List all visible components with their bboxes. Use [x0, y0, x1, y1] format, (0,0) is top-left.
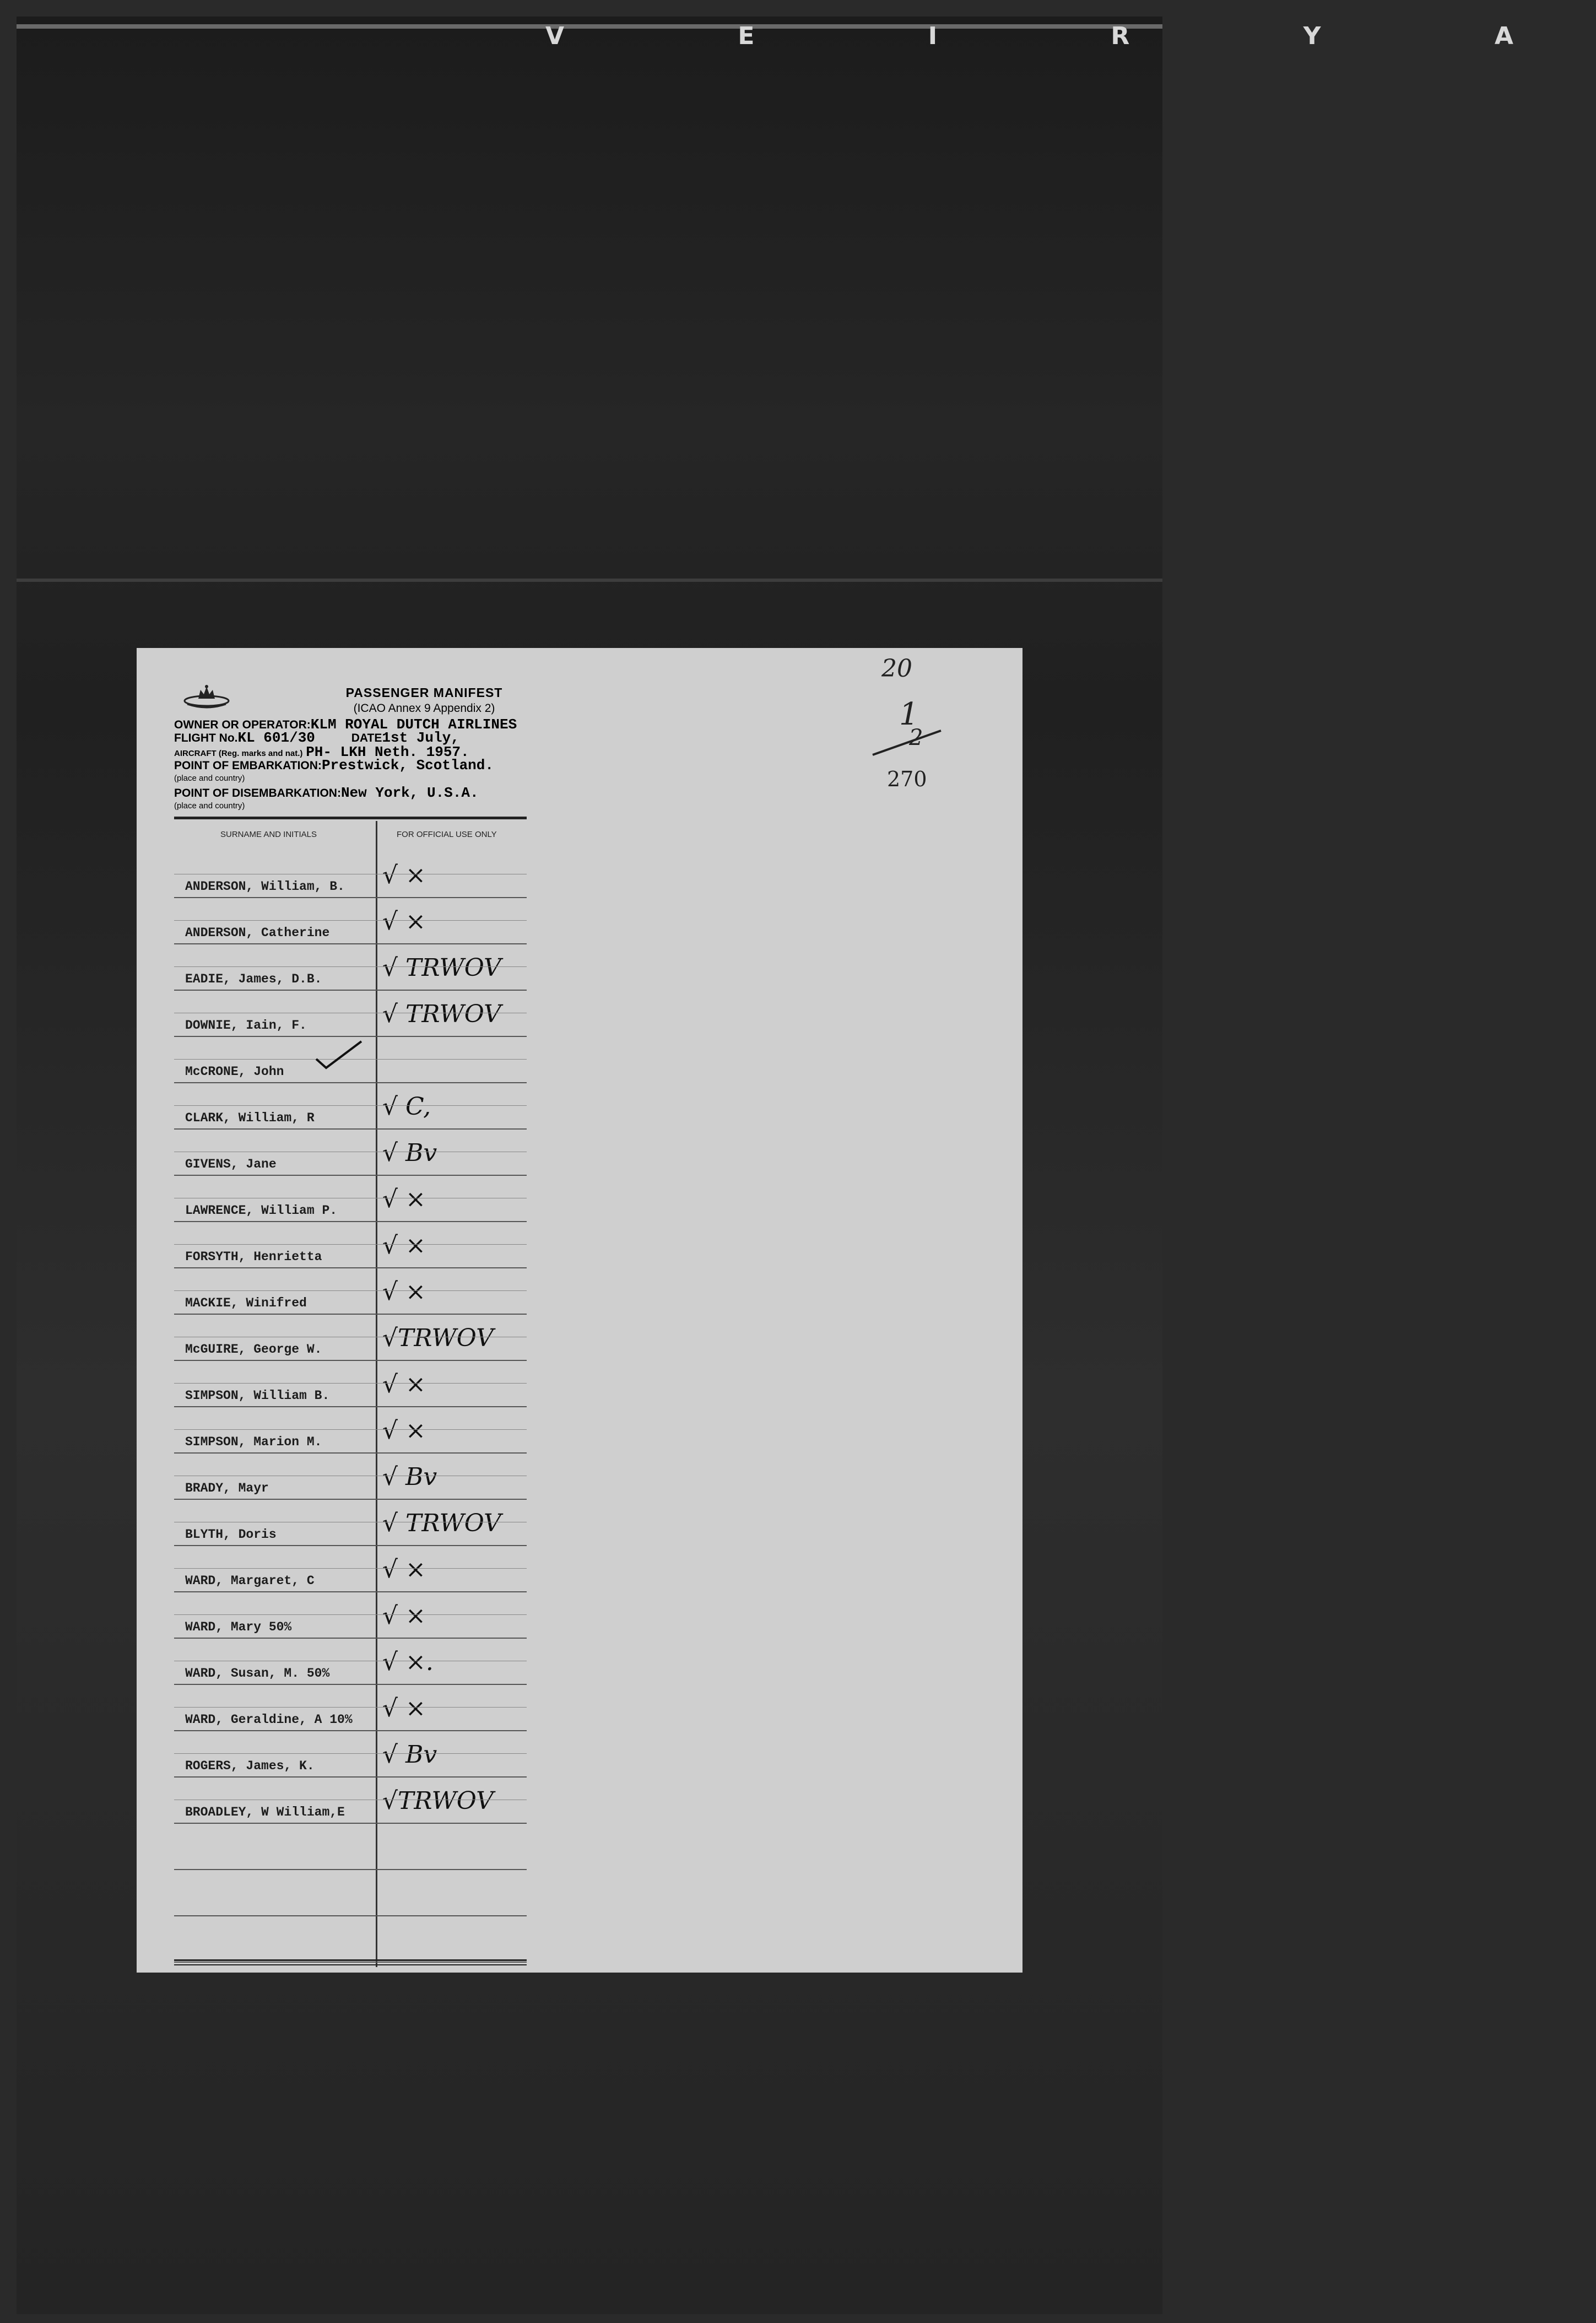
passenger-name: SIMPSON, Marion M.	[185, 1435, 322, 1449]
passenger-name: BRADY, Mayr	[185, 1481, 269, 1495]
flight-label: FLIGHT No.	[174, 732, 238, 744]
official-mark: √ TRWOV	[382, 1509, 501, 1537]
flight-value: KL 601/30	[237, 730, 315, 746]
owner-value: KLM ROYAL DUTCH AIRLINES	[310, 716, 517, 733]
embark-note: (place and country)	[174, 774, 245, 783]
official-mark: √ TRWOV	[382, 954, 501, 982]
passenger-name: BROADLEY, W William,E	[185, 1805, 345, 1819]
row-guide-line	[174, 1429, 527, 1430]
official-mark: √ ×	[382, 1185, 426, 1213]
official-mark: √ ×	[382, 907, 426, 936]
row-guide-line	[174, 1244, 527, 1245]
official-mark: √ Bv	[382, 1741, 437, 1769]
passenger-row	[174, 1730, 527, 1778]
passenger-row	[174, 897, 527, 944]
disembark-value: New York, U.S.A.	[340, 785, 479, 801]
bottom-rule	[174, 1959, 527, 1965]
passenger-name: ANDERSON, William, B.	[185, 879, 345, 894]
handwritten-top-number: 20	[881, 655, 912, 683]
official-mark: √TRWOV	[382, 1787, 494, 1815]
row-guide-line	[174, 1753, 527, 1754]
passenger-row	[174, 990, 527, 1037]
check-mark-mccrone	[314, 1039, 364, 1072]
handwritten-fraction-top: 1	[899, 696, 919, 732]
passenger-row	[174, 1684, 527, 1731]
passenger-row	[174, 1452, 527, 1500]
passenger-row	[174, 1545, 527, 1592]
official-mark: √ ×	[382, 1694, 426, 1722]
passenger-name: WARD, Margaret, C	[185, 1574, 315, 1588]
blank-row	[174, 1915, 527, 1963]
disembark-line	[174, 787, 527, 799]
official-mark: √ C,	[382, 1093, 431, 1121]
row-guide-line	[174, 1105, 527, 1106]
handwritten-fraction-slash	[869, 727, 946, 760]
disembark-label: POINT OF DISEMBARKATION:	[174, 787, 341, 799]
top-edge-lettering: V E I R Y A	[545, 22, 1596, 50]
passenger-row	[174, 1221, 527, 1268]
passenger-name: WARD, Mary 50%	[185, 1620, 292, 1634]
passenger-row	[174, 1267, 527, 1315]
passenger-name: WARD, Geraldine, A 10%	[185, 1712, 353, 1727]
passenger-name: McGUIRE, George W.	[185, 1342, 322, 1357]
passenger-row	[174, 1314, 527, 1361]
passenger-name: McCRONE, John	[185, 1065, 284, 1079]
passenger-row	[174, 1638, 527, 1685]
passenger-name: LAWRENCE, William P.	[185, 1203, 338, 1218]
manifest-title: PASSENGER MANIFEST	[345, 685, 503, 700]
row-guide-line	[174, 1568, 527, 1569]
passenger-row	[174, 1128, 527, 1176]
official-mark: √ ×	[382, 1231, 426, 1260]
row-guide-line	[174, 1707, 527, 1708]
scan-band	[17, 579, 1162, 582]
row-guide-line	[174, 920, 527, 921]
aircraft-value: PH- LKH Neth. 1957.	[306, 744, 469, 760]
handwritten-fraction-bottom: 2	[909, 725, 923, 750]
passenger-row	[174, 851, 527, 898]
official-mark: √TRWOV	[382, 1324, 494, 1352]
official-mark: √ ×	[382, 1370, 426, 1398]
passenger-name: GIVENS, Jane	[185, 1157, 277, 1171]
embark-line	[174, 759, 527, 772]
handwritten-page-number: 270	[887, 767, 927, 791]
owner-line	[174, 718, 527, 731]
official-mark: √ ×	[382, 1417, 426, 1445]
official-mark: √ ×	[382, 1602, 426, 1630]
passenger-row	[174, 1360, 527, 1407]
passenger-row	[174, 1082, 527, 1130]
passenger-name: CLARK, William, R	[185, 1111, 315, 1125]
passenger-name: MACKIE, Winifred	[185, 1296, 307, 1310]
passenger-row	[174, 1499, 527, 1546]
official-mark: √ Bv	[382, 1463, 437, 1491]
passenger-name: EADIE, James, D.B.	[185, 972, 322, 986]
blank-row	[174, 1823, 527, 1870]
official-mark: √ TRWOV	[382, 1000, 501, 1028]
official-mark: √ ×.	[382, 1648, 434, 1676]
row-guide-line	[174, 1614, 527, 1615]
official-mark: √ Bv	[382, 1139, 437, 1167]
klm-crown-logo	[182, 682, 231, 713]
passenger-name: SIMPSON, William B.	[185, 1389, 330, 1403]
passenger-row	[174, 943, 527, 991]
manifest-subtitle: (ICAO Annex 9 Appendix 2)	[353, 702, 495, 715]
flight-line	[174, 732, 527, 744]
row-guide-line	[174, 1383, 527, 1384]
embark-value: Prestwick, Scotland.	[321, 757, 494, 774]
passenger-name: ANDERSON, Catherine	[185, 926, 330, 940]
passenger-name: WARD, Susan, M. 50%	[185, 1666, 330, 1681]
row-guide-line	[174, 1290, 527, 1291]
passenger-name: DOWNIE, Iain, F.	[185, 1018, 307, 1033]
blank-row	[174, 1869, 527, 1916]
official-mark: √ ×	[382, 861, 426, 889]
official-mark: √ ×	[382, 1278, 426, 1306]
aircraft-label: AIRCRAFT (Reg. marks and nat.)	[174, 749, 303, 758]
passenger-row	[174, 1776, 527, 1824]
row-guide-line	[174, 966, 527, 967]
official-mark: √ ×	[382, 1555, 426, 1584]
passenger-name: FORSYTH, Henrietta	[185, 1250, 322, 1264]
owner-label: OWNER OR OPERATOR:	[174, 718, 311, 731]
col-surname-header: SURNAME AND INITIALS	[220, 830, 317, 839]
passenger-row	[174, 1406, 527, 1454]
date-value: 1st July,	[382, 730, 459, 746]
passenger-name: BLYTH, Doris	[185, 1527, 277, 1542]
embark-label: POINT OF EMBARKATION:	[174, 759, 322, 772]
passenger-name: ROGERS, James, K.	[185, 1759, 315, 1773]
passenger-row	[174, 1175, 527, 1222]
passenger-row	[174, 1591, 527, 1639]
col-official-header: FOR OFFICIAL USE ONLY	[397, 830, 497, 839]
disembark-note: (place and country)	[174, 801, 245, 811]
date-label: DATE	[351, 732, 382, 744]
header-rule	[174, 817, 527, 819]
